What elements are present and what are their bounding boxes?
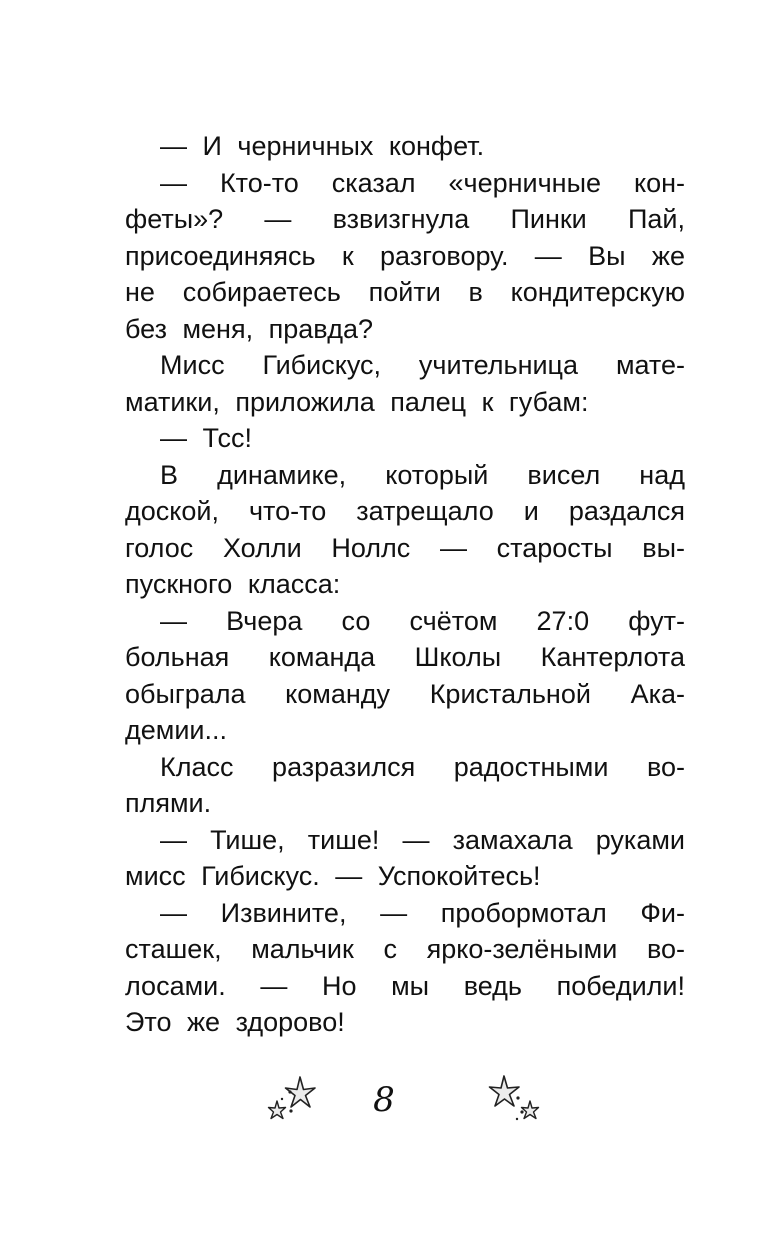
text-line: доской, что-то затрещало и раздался — [125, 496, 685, 526]
text-line: — Тише, тише! — замахала руками — [160, 824, 685, 855]
text-line: не собираетесь пойти в кондитерскую — [125, 277, 685, 307]
text-line: демии... — [125, 715, 228, 745]
body-text — [125, 128, 685, 1041]
text-line: Мисс Гибискус, учительница мате- — [160, 350, 685, 380]
text-line: сташек, мальчик с ярко-зелёными во- — [125, 934, 685, 964]
text-line: мисс Гибискус. — Успокойтесь! — [125, 861, 541, 891]
text-line: лосами. — Но мы ведь победили! — [125, 970, 685, 1001]
page-footer — [0, 1072, 768, 1132]
text-line: плями. — [125, 788, 212, 818]
text-line: феты»? — взвизгнула Пинки Пай, — [125, 204, 685, 234]
text-line: — Кто-то сказал «черничные кон- — [160, 167, 685, 198]
text-line: — Тсс! — [160, 423, 252, 453]
text-line: голос Холли Ноллс — старосты вы- — [125, 532, 685, 563]
text-line: присоединяясь к разговору. — Вы же — [125, 240, 685, 271]
text-line: без меня, правда? — [125, 313, 374, 344]
text-line: — Извините, — пробормотал Фи- — [160, 897, 685, 928]
text-line: матики, приложила палец к губам: — [125, 386, 589, 417]
text-line: — Вчера со счётом 27:0 фут- — [160, 605, 685, 636]
text-line: Класс разразился радостными во- — [160, 751, 685, 782]
page-number: 8 — [373, 1080, 395, 1120]
text-line: Это же здорово! — [125, 1007, 345, 1037]
text-line: обыграла команду Кристальной Ака- — [125, 678, 685, 709]
text-line: — И черничных конфет. — [160, 131, 485, 161]
text-line: больная команда Школы Кантерлота — [125, 642, 685, 672]
text-line: пускного класса: — [125, 569, 341, 599]
text-line: В динамике, который висел над — [160, 459, 685, 490]
stars-ornament-right-icon — [484, 1072, 548, 1129]
